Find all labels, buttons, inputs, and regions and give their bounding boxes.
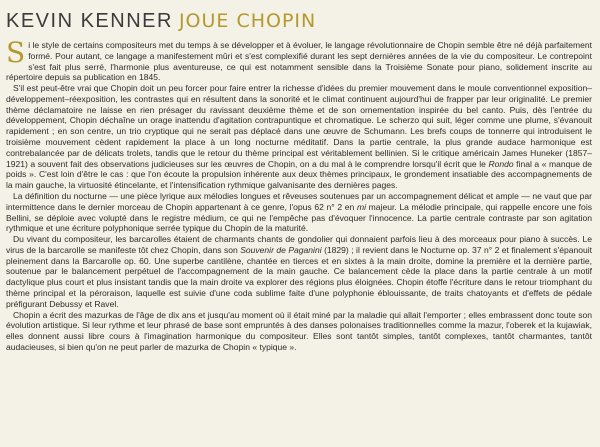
article-body (6, 36, 593, 353)
paragraph-nocturne-end: majeur. La mélodie principale, qui rappelle encore une fois Bellini, se déploie avec volupté dans le registre médium, ce qui ne l'empêche pas d'évoquer l'innocence. La partie centrale contraste par son agitation rythmique et une écriture polyphonique serrée typique du Chopin de la maturité. (6, 201, 592, 234)
paragraph-sonata (6, 83, 592, 191)
paragraph-nocturne (6, 191, 592, 234)
header (6, 10, 592, 36)
booklet-page (6, 10, 592, 353)
album-subtitle: JOUE CHOPIN (178, 10, 317, 32)
paragraph-sonata-text: S'il est peut-être vrai que Chopin doit un peu forcer pour faire entrer la richesse d'idées du premier mouvement dans le moule conventionnel exposition–développement–réexposition, les contrastes qui en résultent dans la sonorité et le climat continuent aujourd'hui de frapper par leur originalité. Le premier thème déclamatoire ne laisse en rien présager du ravissant deuxième thème et de son ornementation inspirée du bel canto. Puis, dès l'entrée du développement, Chopin déchaîne un orage inattendu d'agitation contrapuntique et chromatique. Le scherzo qui suit, léger comme une plume, s'évanouit rapidement ; en son centre, un trio cryptique qui ne serait pas déplacé dans une œuvre de Schumann. Les brefs coups de tonnerre qui introduisent le troisième mouvement cèdent rapidement la place à un long nocturne méditatif. Dans la partie centrale, la plus grande audace harmonique est contrebalancée par de délicats trolets, tandis que le retour du thème principal est véritablement bellinien. Si le critique américain James Huneker (1857–1921) a souvent fait des observations judicieuses sur les œuvres de Chopin, on a du mal à le comprendre lorsqu'il écrit que le (6, 83, 592, 169)
work-title-italic: Souvenir de Paganini (240, 244, 322, 255)
paragraph-sonata-end: final a « manque de poids ». C'est loin d'être le cas : que l'on écoute la propulsion inhérente aux deux thèmes principaux, le grondement insatiable des accompagnements de la main gauche, la virtuosité étincelante, et l'intensification rythmique galvanisante des dernières pages. (6, 158, 593, 191)
paragraph-nocturne-text: La définition du nocturne — une pièce lyrique aux mélodies longues et rêveuses soutenues par un accompagnement délicat et ample — ne vaut que par intermittence dans le dernier morceau de Chopin appartenant à ce genre, l'opus 62 n° 2 en (6, 190, 592, 212)
key-italic: mi (356, 201, 366, 212)
paragraph-barcarolle (6, 234, 592, 309)
paragraph-intro-text: i le style de certains compositeurs met du temps à se développer et à évoluer, le langage révolutionnaire de Chopin semble être né déjà parfaitement formé. Pour autant, ce langage a manifestement mûri et s'est complexifié durant les sept dernières années de la vie du compositeur. Le contrepoint s'est fait plus serré, l'harmonie plus aventureuse, ce qui est notamment sensible dans la Troisième Sonate pour piano, solidement inscrite au répertoire depuis sa publication en 1845. (6, 40, 592, 83)
paragraph-barcarolle-end: (1829) ; il revient dans le Nocturne op. 37 n° 2 et finalement s'épanouit pleinement dans la Barcarolle op. 60. Une superbe cantilène, chantée en tierces et en sixtes à la main droite, domine la première et la dernière partie, soutenue par le balancement perpétuel de l'accompagnement de la main gauche. Ce balancement cède la place dans la partie centrale à un motif dactylique plus court et plus insistant tandis que la main droite va explorer des régions plus éloignées. Chopin étoffe l'écriture dans le retour triomphant du thème principal et la péroraison, laquelle est suivie d'une coda sublime faite d'une polyphonie éblouissante, de traits chatoyants et d'effets de pédale préfigurant Debussy et Ravel. (6, 244, 592, 309)
paragraph-mazurkas-text: Chopin a écrit des mazurkas de l'âge de dix ans et jusqu'au moment où il était miné par la maladie qui allait l'emporter ; elles embrassent donc toute son évolution artistique. Si leur rythme et leur phrasé de base sont empruntés à des danses polonaises traditionnelles comme la mazur, l'oberek et la kujawiak, elles donnent aussi libre cours à l'imagination harmonique du compositeur. Elles sont tantôt simples, tantôt complexes, tantôt charmantes, tantôt audacieuses, si bien qu'on ne peut parler de mazurka de Chopin « typique ». (6, 309, 592, 352)
paragraph-mazurkas (6, 310, 592, 353)
paragraph-barcarolle-text: Du vivant du compositeur, les barcarolles étaient de charmants chants de gondolier qui donnaient parfois lieu à des morceaux pour piano à succès. Le virus de la barcarolle se manifeste tôt chez Chopin, dans son (6, 234, 592, 255)
artist-name: KEVIN KENNER (6, 10, 173, 32)
drop-cap-letter: S (6, 36, 26, 69)
paragraph-intro (6, 36, 592, 83)
rondo-italic: Rondo (488, 158, 514, 169)
